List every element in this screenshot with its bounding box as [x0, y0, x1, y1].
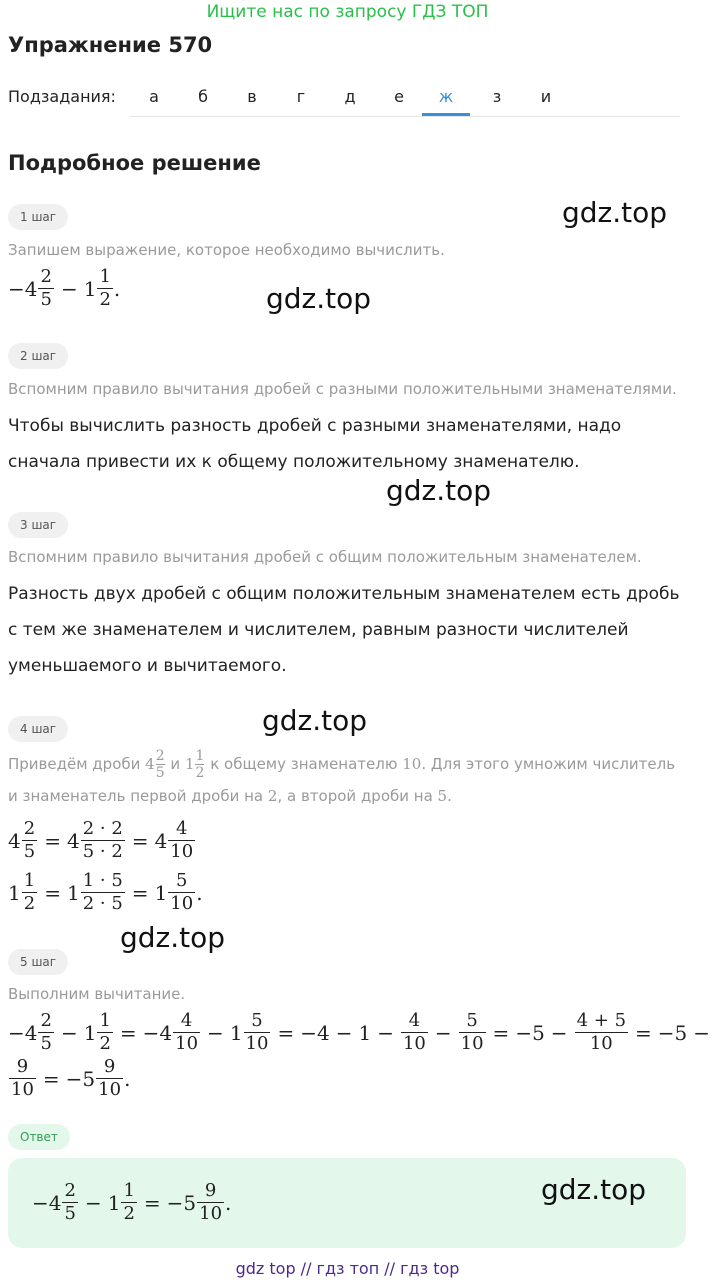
factor-2: 5	[437, 787, 448, 805]
operator: −	[550, 1020, 568, 1045]
step-2-badge: 2 шаг	[8, 343, 68, 369]
numerator: 2 · 2	[82, 818, 123, 839]
operator: =	[131, 880, 149, 905]
numerator: 2	[23, 818, 36, 839]
denominator: 2	[99, 289, 111, 310]
fraction-1-2	[195, 748, 204, 781]
period: .	[196, 880, 203, 905]
tab-z[interactable]: з	[492, 87, 502, 106]
whole: −5	[515, 1020, 545, 1045]
footer-links[interactable]: gdz top // гдз топ // гдз top	[235, 1259, 460, 1278]
denominator: 2	[23, 893, 36, 914]
whole: −5	[166, 1190, 197, 1215]
step-5-line-2	[8, 1056, 130, 1101]
fraction-1-2	[97, 266, 112, 311]
denominator: 10	[460, 1033, 484, 1054]
fraction	[62, 1180, 77, 1225]
operator: −	[84, 1190, 102, 1215]
numerator: 4	[176, 818, 188, 839]
step-5-line-1	[8, 1010, 716, 1055]
fraction	[81, 818, 125, 863]
whole: −4	[8, 1020, 38, 1045]
numerator: 2	[40, 1010, 52, 1031]
fraction	[81, 870, 125, 915]
fraction	[575, 1010, 628, 1055]
tab-d[interactable]: д	[344, 87, 356, 106]
denominator: 10	[589, 1033, 613, 1054]
step-3-hint: Вспомним правило вычитания дробей с общим положительным знаменателем.	[8, 548, 642, 566]
fraction	[244, 1010, 271, 1055]
fraction	[22, 818, 37, 863]
whole: 1	[229, 1020, 243, 1045]
operator: −	[335, 1020, 353, 1045]
numerator: 4 + 5	[576, 1010, 627, 1031]
whole: 4	[8, 828, 21, 853]
numerator: 4	[180, 1010, 193, 1031]
whole: −4	[300, 1020, 330, 1045]
watermark: gdz.top	[120, 921, 226, 954]
denominator: 2	[123, 1203, 135, 1224]
denominator: 5	[40, 289, 52, 310]
period: .	[113, 276, 121, 301]
operator: =	[44, 828, 61, 853]
page-title: Упражнение 570	[8, 33, 213, 57]
whole: −4	[32, 1190, 62, 1215]
hint-part: и	[170, 755, 181, 773]
step-2-text: Чтобы вычислить разность дробей с разными знаменателями, надо сначала привести их к общему положительному знаменателю.	[8, 416, 622, 472]
denominator: 10	[199, 1203, 223, 1224]
whole: 1	[66, 880, 80, 905]
numerator: 1	[23, 870, 36, 891]
tab-v[interactable]: в	[247, 87, 257, 106]
denominator: 10	[11, 1079, 34, 1100]
fraction	[38, 1010, 53, 1055]
numerator: 1	[195, 748, 205, 764]
fraction	[96, 1056, 123, 1101]
denominator: 2	[99, 1033, 111, 1054]
operator: =	[119, 1020, 137, 1045]
operator: =	[44, 880, 61, 905]
tab-a[interactable]: а	[149, 87, 159, 106]
hint-part: . Для этого умножим числитель и знаменатель первой дроби на	[8, 755, 676, 805]
whole: 1	[8, 880, 21, 905]
operator: =	[131, 828, 149, 853]
watermark: gdz.top	[266, 282, 372, 315]
denominator: 10	[170, 893, 194, 914]
whole: 1	[154, 880, 168, 905]
step-1-badge: 1 шаг	[8, 204, 68, 230]
hint-part: к общему знаменателю	[210, 755, 398, 773]
denominator: 10	[245, 1033, 269, 1054]
operator: −	[377, 1020, 394, 1045]
operator: −	[60, 276, 78, 301]
numerator: 5	[466, 1010, 478, 1031]
answer-badge: Ответ	[8, 1124, 70, 1150]
minus-four: −4	[8, 276, 38, 301]
operator: −	[60, 1020, 78, 1045]
watermark: gdz.top	[386, 474, 492, 507]
period: .	[225, 1190, 232, 1215]
numerator: 9	[103, 1056, 116, 1077]
subtask-tabs	[130, 78, 680, 117]
search-banner: Ищите нас по запросу ГДЗ ТОП	[206, 2, 489, 22]
watermark: gdz.top	[262, 704, 368, 737]
numerator: 1	[123, 1180, 135, 1201]
step-4-badge: 4 шаг	[8, 716, 68, 742]
denominator: 10	[175, 1033, 199, 1054]
denominator: 10	[98, 1079, 122, 1100]
numerator: 5	[176, 870, 188, 891]
hint-part: .	[447, 787, 452, 805]
denominator: 5	[40, 1033, 52, 1054]
operator: =	[42, 1066, 60, 1091]
step-5-badge: 5 шаг	[8, 949, 68, 975]
fraction-2-5	[156, 748, 165, 781]
denominator: 10	[402, 1033, 426, 1054]
numerator: 1	[99, 1010, 111, 1031]
numerator: 1 · 5	[82, 870, 123, 891]
numerator: 2	[155, 748, 165, 764]
operator: =	[143, 1190, 161, 1215]
step-4-line-2	[8, 870, 203, 915]
operator: −	[434, 1020, 452, 1045]
step-1-hint: Запишем выражение, которое необходимо вычислить.	[8, 241, 445, 259]
fraction	[9, 1056, 36, 1101]
numerator: 5	[251, 1010, 263, 1031]
operator: −	[207, 1020, 224, 1045]
denominator: 5	[23, 841, 36, 862]
whole: −5	[657, 1020, 688, 1045]
watermark: gdz.top	[541, 1173, 647, 1206]
fraction	[168, 870, 195, 915]
operator: =	[492, 1020, 510, 1045]
fraction	[97, 1010, 112, 1055]
fraction	[168, 818, 195, 863]
tab-g[interactable]: г	[296, 87, 306, 106]
whole: 1	[184, 755, 195, 773]
step-2-hint: Вспомним правило вычитания дробей с разными положительными знаменателями.	[8, 380, 677, 398]
step-5-hint: Выполним вычитание.	[8, 985, 186, 1003]
whole: 1	[83, 1020, 97, 1045]
denominator: 5	[155, 765, 165, 781]
tab-zh[interactable]: ж	[422, 78, 470, 116]
whole: 4	[145, 755, 155, 773]
step-4-line-1	[8, 818, 196, 863]
whole: 1	[83, 276, 97, 301]
fraction	[173, 1010, 200, 1055]
tab-b[interactable]: б	[198, 87, 208, 106]
hint-part: Приведём дроби	[8, 755, 141, 773]
numerator: 1	[99, 266, 111, 287]
step-3-text: Разность двух дробей с общим положительным знаменателем есть дробь с тем же знаменателем и числителем, равным разности числителей уменьшаемого и вычитаемого.	[8, 584, 680, 676]
denominator: 2 · 5	[82, 893, 123, 914]
whole: 4	[66, 828, 80, 853]
answer-expression	[32, 1180, 231, 1225]
fraction	[197, 1180, 224, 1225]
fraction-2-5	[38, 266, 53, 311]
step-1-expression	[8, 266, 120, 311]
operator: −	[693, 1020, 711, 1045]
whole: −4	[142, 1020, 173, 1045]
tab-e[interactable]: е	[394, 87, 404, 106]
numerator: 9	[16, 1056, 29, 1077]
operator: =	[635, 1020, 652, 1045]
factor-1: 2	[267, 787, 278, 805]
numerator: 9	[204, 1180, 217, 1201]
numerator: 2	[64, 1180, 76, 1201]
denominator: 5 · 2	[82, 841, 123, 862]
denominator: 10	[170, 841, 194, 862]
whole: −5	[65, 1066, 96, 1091]
fraction	[22, 870, 37, 915]
step-4-hint	[8, 748, 688, 811]
section-title: Подробное решение	[8, 151, 261, 175]
fraction	[401, 1010, 428, 1055]
fraction	[459, 1010, 486, 1055]
fraction	[121, 1180, 136, 1225]
denominator: 5	[64, 1203, 76, 1224]
common-denominator: 10	[402, 755, 422, 773]
whole: 4	[154, 828, 168, 853]
numerator: 4	[408, 1010, 421, 1031]
numerator: 2	[40, 266, 52, 287]
period: .	[124, 1066, 131, 1091]
whole: 1	[358, 1020, 372, 1045]
step-3-badge: 3 шаг	[8, 512, 68, 538]
subtasks-label: Подзадания:	[8, 87, 116, 106]
tab-i[interactable]: и	[540, 87, 552, 106]
denominator: 2	[195, 765, 205, 781]
watermark: gdz.top	[562, 196, 668, 229]
whole: 1	[107, 1190, 121, 1215]
operator: =	[277, 1020, 295, 1045]
hint-part: , а второй дроби на	[277, 787, 433, 805]
